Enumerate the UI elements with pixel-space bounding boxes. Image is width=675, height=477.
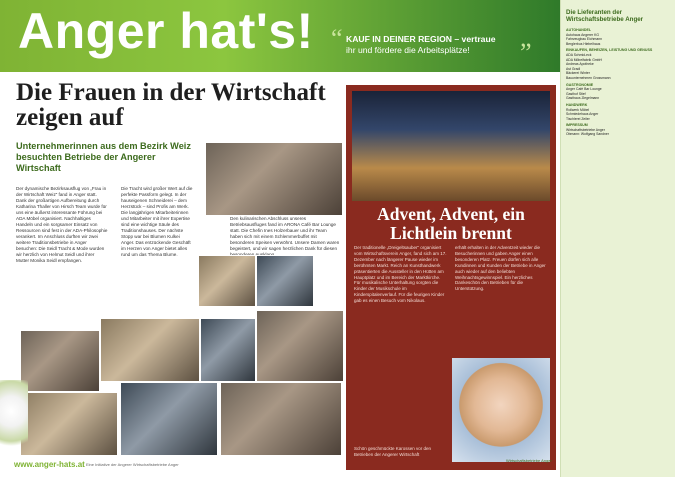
list-item: ADA Schmid-eck — [566, 52, 592, 57]
list-item: Berglerbus Hiebelhaus — [566, 41, 601, 46]
article-column-3: Den kulinarischen Abschluss unseres Betriebsausfluges fand im ARONA Café Bar Lounge statt. Die Chefin Ines Holzerbauer und ihr Team haben sich mit einem Schlemmerbuffet mit besonderen Speisen verwöhnt. Unsere Damen waren begeistert, und wir sagen herzlichen Dank für diesen — [230, 216, 340, 251]
list-item: Fahrzeugbau Eichmann — [566, 37, 603, 42]
tagline-line-2: ihr und fördere die Arbeitsplätze! — [346, 45, 470, 55]
article-column-1: Der dynamische Bezirksausflug von „Frau in der Wirtschaft Weiz“ fand in Anger statt. Dank der großartigen Aufbereitung durch Katharina Thaller von Hirsch Team wurde für uns eine äußerst interessante Führung bei ADA Möbel organisiert. Nachhaltiges Handeln und ein sorgsamer Einsatz von Ressourcen sind fest in der ADA-Philosophie verankert. Im Anschluss durften wir zwei weitere Traditionsbetriebe in Anger besuchen: Die Seidl Tracht & Mode wurden wir herzlich von Helmut Seidl und ihrer Mutter Monika Seidl empfangen. — [16, 186, 108, 263]
quote-close-icon: ” — [520, 38, 532, 67]
article-column-2: Die Tracht wird großer Wert auf die perfekte Passform gelegt. In der hauseigenen Schneiderei – dem Herzstück – sind Profis am Werk. Die langjährigen Mitarbeiterinnen und Mitarbeiter mit ihrer Expertise sind eine wichtige Säule des Traditionshauses. Der nächste Stopp war bei Blumen Kulkei Anger. Das entzückende Geschäft im Herzen von Anger bietet alles rund um das Thema Blume. — [121, 186, 193, 257]
footer-url: www.anger-hats.at — [14, 460, 85, 469]
group-photo — [205, 142, 343, 216]
list-item: Gasthaus Ziegelmann — [566, 96, 600, 101]
tagline-line-1: KAUF IN DEINER REGION – vertraue — [346, 34, 496, 44]
advent-column-1: Der traditionelle „Dreigeltsauber“ organisiert vom Wirtschaftsverein Anger, fand sich am 17. Dezember nach längerer Pause wieder im berühmten Markt. Reich an Kunsthandwerk präsentierten die Aussteller in den Hütten am Hauptplatz und im Bereich der Marktkirche. Für musikalische Unterhaltung sorgten die Kinder der Musikschule im Kinderspitalenverlauf. Für die feurigen Kinder gab es einen Besuch vom Nikolaus. — [354, 245, 447, 304]
gallery-photo — [100, 318, 200, 382]
gallery-photo — [200, 318, 256, 382]
list-item: Autohaus Angerer KG — [566, 32, 599, 37]
gallery-photo — [20, 392, 118, 456]
list-item: Bauunternehmen Grossmann — [566, 75, 611, 80]
list-item: Gasthof Stief — [566, 91, 586, 96]
brand-title: Anger hat's! — [18, 3, 314, 59]
list-item: Obmann: Wolfgang Sandner — [566, 132, 609, 137]
list-item: Wirtschaftsbetriebe Anger — [566, 127, 605, 132]
quote-open-icon: “ — [331, 24, 343, 53]
list-item: Andreas Apotheke — [566, 62, 594, 67]
article-subhead: Unternehmerinnen aus dem Bezirk Weiz besuchten Betriebe der Angerer Wirtschaft — [16, 141, 191, 173]
gallery-photo — [256, 255, 314, 307]
section-heading: EINKAUFEN, BEHEIZEN, LEISTUNG UND GENUSS — [566, 48, 653, 53]
list-item: Anger Café Bar Lounge — [566, 87, 602, 92]
list-item: Tischlerei Zeiler — [566, 116, 590, 121]
footer-logo: Wirtschaftsbetriebe Anger — [506, 458, 552, 463]
christmas-market-photo — [352, 91, 550, 201]
section-heading: AUTOHANDEL — [566, 28, 592, 32]
gallery-photo — [20, 330, 100, 392]
sidebar-title — [566, 9, 672, 23]
section-heading: HANDWERK — [566, 102, 588, 107]
list-item: ADA Möbelfabrik GmbH — [566, 57, 602, 62]
gallery-photo — [256, 310, 344, 382]
list-item: Schmiedehaus Anger — [566, 112, 599, 117]
gallery-photo — [120, 382, 218, 456]
article-headline: Die Frauen in der Wirtschaft zeigen auf — [16, 79, 326, 131]
section-heading: GASTRONOMIE — [566, 82, 594, 87]
flower-decoration — [0, 380, 28, 458]
section-heading: IMPRESSUM — [566, 123, 588, 128]
advent-column-2: erhält erhalten in der Adventzeit wieder die Besucherinnen und gaben Anger einen besonderen Platz. Freuen dürfen sich alle Kundinnen und Kunden der Betriebe in Anger auch wieder auf den beliebten Weihnachtsgewinnspiel. Ein herzliches Dankeschön den Betrieben für die Unterstützung. — [455, 245, 546, 292]
list-item: Ast Gradl — [566, 66, 581, 71]
tagline — [346, 34, 495, 56]
list-item: Bäckerei Winter — [566, 71, 590, 76]
gallery-photo — [198, 255, 256, 307]
advent-closing: Schön geschmückte Karossen vor den Betrieben der Angerer Wirtschaft — [354, 446, 432, 457]
advent-title: Advent, Advent, ein Lichtlein brennt — [377, 204, 525, 243]
list-item: Rollwerk Möbel — [566, 107, 590, 112]
child-photo — [452, 358, 550, 462]
supplier-list — [566, 26, 672, 137]
gallery-photo — [220, 382, 342, 456]
sidebar-title-line-2: Wirtschaftsbetriebe Anger — [566, 16, 644, 23]
footer-caption: Eine Initiative der Angerer Wirtschaftsbetriebe Anger — [86, 462, 179, 467]
sidebar-title-line-1: Die Lieferanten der — [566, 9, 623, 16]
